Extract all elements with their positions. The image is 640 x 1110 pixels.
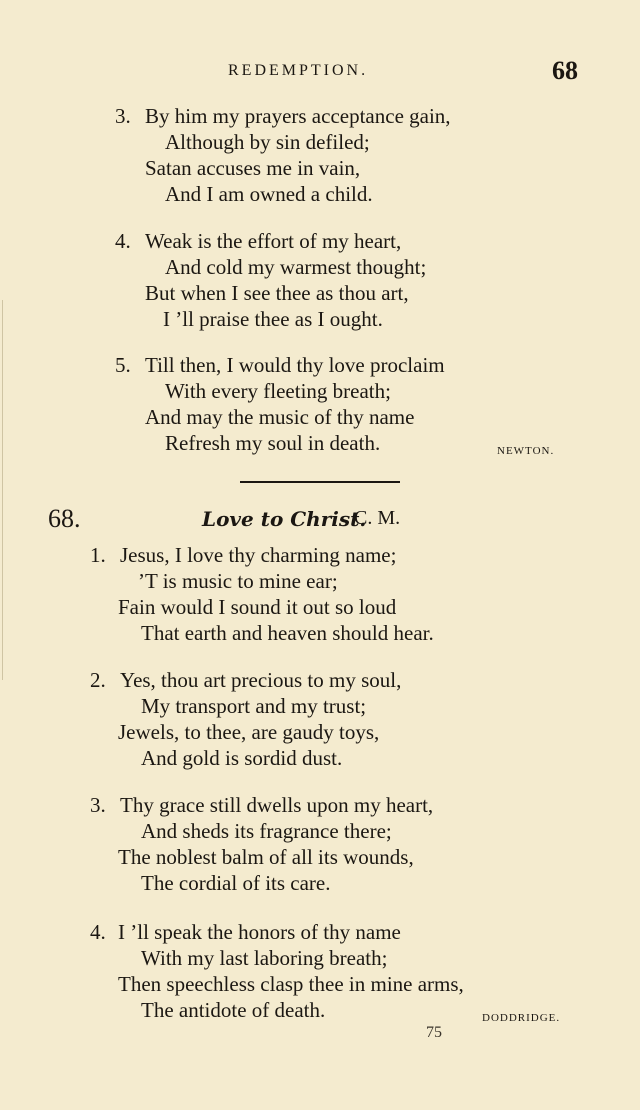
verse-line: I ’ll speak the honors of thy name: [118, 920, 401, 944]
verse-line: ’T is music to mine ear;: [138, 569, 338, 593]
stanza-number: 1.: [90, 543, 106, 567]
verse-line: Weak is the effort of my heart,: [145, 229, 402, 253]
verse-line: Satan accuses me in vain,: [145, 156, 361, 180]
hymn-number: 68.: [48, 504, 81, 533]
verse-line: And sheds its fragrance there;: [141, 819, 392, 843]
verse-line: By him my prayers acceptance gain,: [145, 104, 451, 128]
verse-line: My transport and my trust;: [141, 694, 367, 718]
verse-line: Fain would I sound it out so loud: [118, 595, 397, 619]
page-edge-shadow: [2, 300, 3, 680]
stanza-number: 3.: [90, 793, 106, 817]
stanza-number: 3.: [115, 104, 131, 128]
verse-line: I ’ll praise thee as I ought.: [163, 307, 383, 331]
stanza-number: 5.: [115, 353, 131, 377]
verse-line: The antidote of death.: [141, 998, 326, 1022]
page-number: 68: [552, 56, 578, 85]
verse-line: And cold my warmest thought;: [165, 255, 427, 279]
verse-line: Thy grace still dwells upon my heart,: [120, 793, 434, 817]
verse-line: Although by sin defiled;: [165, 130, 370, 154]
verse-line: The cordial of its care.: [141, 871, 331, 895]
verse-line: Jesus, I love thy charming name;: [120, 543, 397, 567]
page-footer-marker: 75: [426, 1024, 442, 1041]
section-divider: [240, 481, 400, 483]
verse-line: That earth and heaven should hear.: [141, 621, 434, 645]
running-header-title: REDEMPTION.: [228, 62, 369, 79]
hymn-meter: C. M.: [354, 507, 401, 529]
stanza-number: 4.: [90, 920, 106, 944]
hymn-title: Love to Christ.: [202, 507, 367, 531]
verse-line: And gold is sordid dust.: [141, 746, 343, 770]
verse-line: With every fleeting breath;: [165, 379, 391, 403]
verse-line: And may the music of thy name: [145, 405, 415, 429]
author-attribution: NEWTON.: [497, 445, 555, 457]
verse-line: And I am owned a child.: [165, 182, 373, 206]
stanza-number: 2.: [90, 668, 106, 692]
verse-line: Then speechless clasp thee in mine arms,: [118, 972, 464, 996]
verse-line: Jewels, to thee, are gaudy toys,: [118, 720, 380, 744]
verse-line: Till then, I would thy love proclaim: [145, 353, 445, 377]
stanza-number: 4.: [115, 229, 131, 253]
verse-line: The noblest balm of all its wounds,: [118, 845, 414, 869]
verse-line: Refresh my soul in death.: [165, 431, 381, 455]
verse-line: Yes, thou art precious to my soul,: [120, 668, 402, 692]
verse-line: With my last laboring breath;: [141, 946, 388, 970]
author-attribution: DODDRIDGE.: [482, 1012, 561, 1024]
verse-line: But when I see thee as thou art,: [145, 281, 409, 305]
